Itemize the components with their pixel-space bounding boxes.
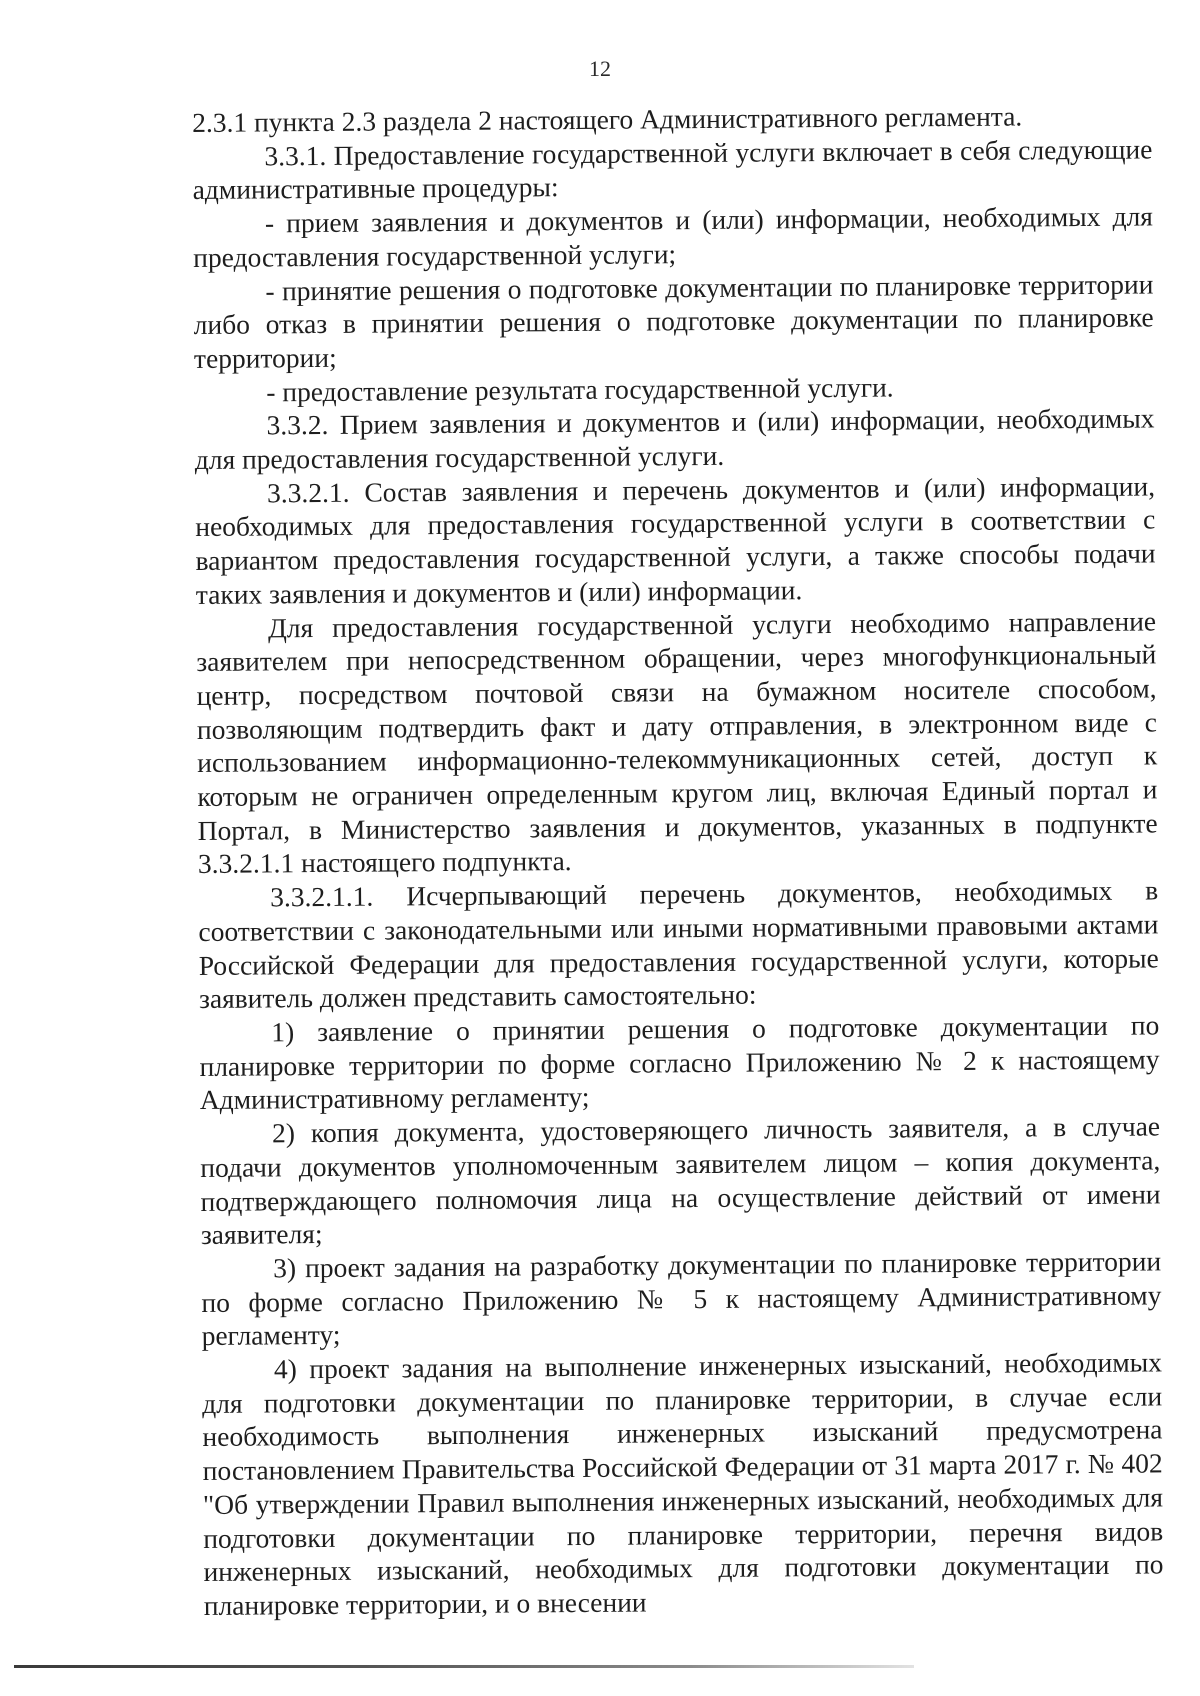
paragraph-continuation: 2.3.1 пункта 2.3 раздела 2 настоящего Административного регламента. bbox=[192, 100, 1023, 138]
document-item-4: 4) проект задания на выполнение инженерных изысканий, необходимых для подготовки документации по планировке территории, в случае если необходимость выполнения инженерных изысканий предусмотрена постановлением Правительства Российской Федерации от 31 марта 2017 г. № 402 "Об утверждении Правил выполнения инженерных изысканий, необходимых для подготовки документации по планировке территории, перечня видов инженерных изысканий, необходимых для подготовки документации по планировке территории, и о внесении bbox=[202, 1346, 1164, 1621]
procedure-item-1: - прием заявления и документов и (или) информации, необходимых для предоставления государственной услуги; bbox=[193, 200, 1154, 273]
paragraph-3-3-2-1-1: 3.3.2.1.1. Исчерпывающий перечень документов, необходимых в соответствии с законодательными или иными нормативными правовыми актами Российской Федерации для предоставления государственной услуги, которые заявитель должен представить самостоятельно: bbox=[198, 874, 1159, 1015]
procedure-item-2: - принятие решения о подготовке документации по планировке территории либо отказ в принятии решения о подготовке документации по планировке территории; bbox=[193, 267, 1154, 374]
paragraph-submission: Для предоставления государственной услуги необходимо направление заявителем при непосредственном обращении, через многофункциональный центр, посредством почтовой связи на бумажном носителе способом, позволяющим подтвердить факт и дату отправления, в электронном виде с использованием информационно-телекоммуникационных сетей, доступ к которым не ограничен определенным кругом лиц, включая Единый портал и Портал, в Министерство заявления и документов, указанных в подпункте 3.3.2.1.1 настоящего подпункта. bbox=[196, 604, 1158, 880]
paragraph-3-3-2: 3.3.2. Прием заявления и документов и (или) информации, необходимых для предоставления государственной услуги. bbox=[194, 402, 1155, 476]
document-item-3: 3) проект задания на разработку документации по планировке территории по форме согласно Приложению № 5 к настоящему Административному регламенту; bbox=[201, 1245, 1162, 1352]
document-body bbox=[192, 98, 1164, 1622]
page-number: 12 bbox=[589, 56, 611, 81]
procedure-item-3: - предоставление результата государственной услуги. bbox=[266, 371, 894, 408]
document-item-1: 1) заявление о принятии решения о подготовке документации по планировке территории по форме согласно Приложению № 2 к настоящему Административному регламенту; bbox=[199, 1009, 1160, 1116]
document-item-2: 2) копия документа, удостоверяющего личность заявителя, а в случае подачи документов уполномоченным заявителем лицом – копия документа, подтверждающего полномочия лица на осуществление действий от имени заявителя; bbox=[200, 1110, 1161, 1251]
scan-edge-line bbox=[14, 1665, 914, 1668]
paragraph-3-3-1: 3.3.1. Предоставление государственной услуги включает в себя следующие административные процедуры: bbox=[192, 133, 1153, 206]
paragraph-3-3-2-1: 3.3.2.1. Состав заявления и перечень документов и (или) информации, необходимых для предоставления государственной услуги в соответствии с вариантом предоставления государственной услуги, а также способы подачи таких заявления и документов и (или) информации. bbox=[195, 470, 1156, 610]
